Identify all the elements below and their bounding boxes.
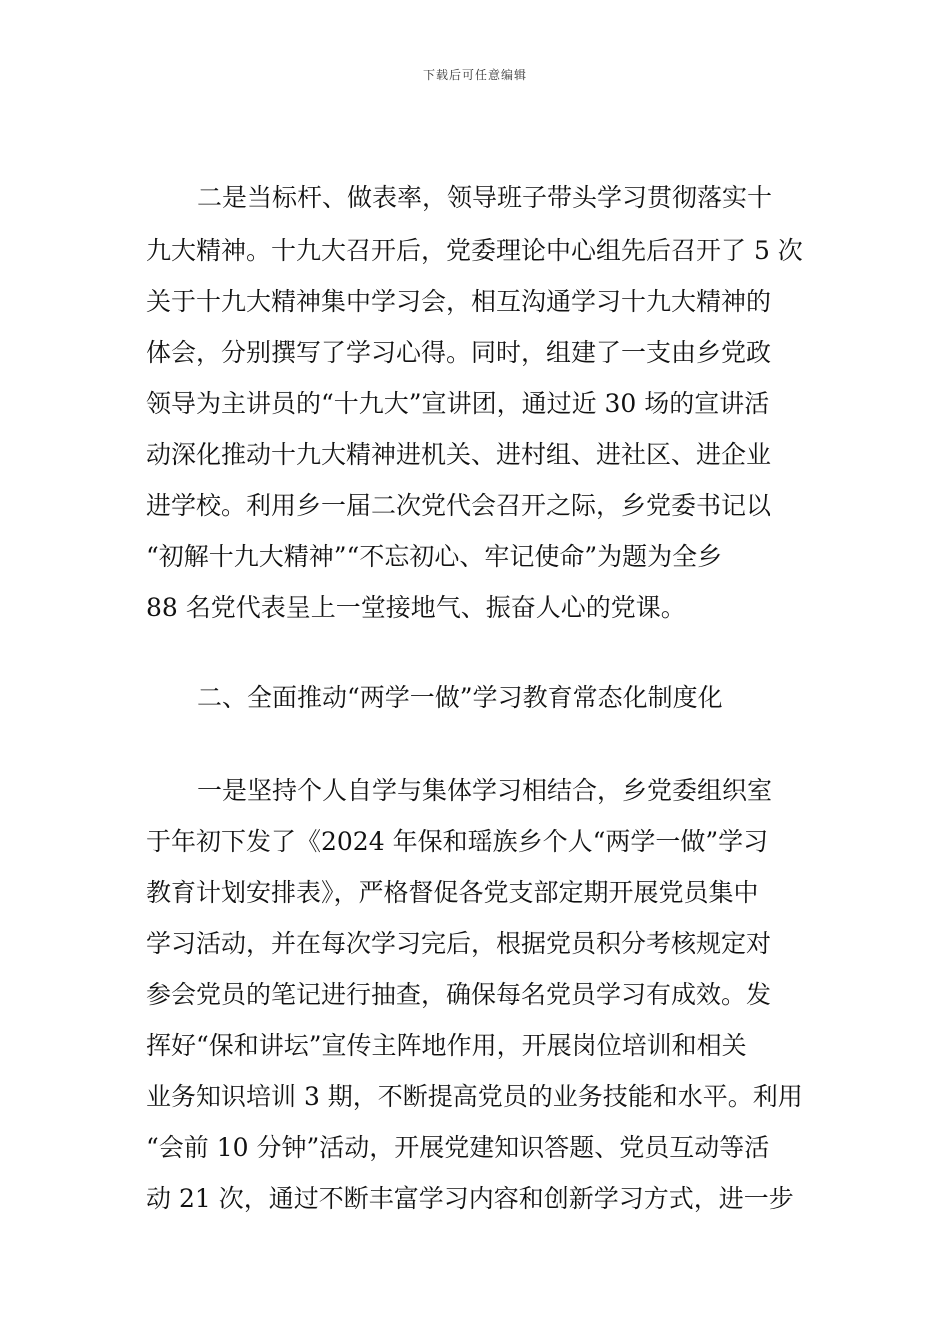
paragraph-1-line: 体会，分别撰写了学习心得。同时，组建了一支由乡党政	[146, 338, 772, 367]
paragraph-2-line: 参会党员的笔记进行抽查，确保每名党员学习有成效。发	[146, 980, 772, 1009]
paragraph-2-line: 挥好“保和讲坛”宣传主阵地作用，开展岗位培训和相关	[146, 1031, 747, 1060]
section-heading: 二、全面推动“两学一做”学习教育常态化制度化	[197, 683, 723, 712]
paragraph-1-line: 二是当标杆、做表率，领导班子带头学习贯彻落实十	[197, 183, 773, 212]
paragraph-1-line: 进学校。利用乡一届二次党代会召开之际，乡党委书记以	[146, 491, 772, 520]
paragraph-1-line: 88 名党代表呈上一堂接地气、振奋人心的党课。	[146, 593, 686, 622]
paragraph-2-line: 一是坚持个人自学与集体学习相结合，乡党委组织室	[197, 776, 773, 805]
page-header: 下载后可任意编辑	[422, 68, 527, 82]
paragraph-1-line: 动深化推动十九大精神进机关、进村组、进社区、进企业	[146, 440, 772, 469]
paragraph-1-line: 九大精神。十九大召开后，党委理论中心组先后召开了 5 次	[146, 236, 803, 265]
paragraph-2-line: 于年初下发了《2024 年保和瑶族乡个人“两学一做”学习	[146, 827, 769, 856]
paragraph-2-line: 业务知识培训 3 期，不断提高党员的业务技能和水平。利用	[146, 1082, 803, 1111]
paragraph-2-line: “会前 10 分钟”活动，开展党建知识答题、党员互动等活	[146, 1133, 770, 1162]
paragraph-1-line: 领导为主讲员的“十九大”宣讲团，通过近 30 场的宣讲活	[146, 389, 770, 418]
paragraph-1-line: 关于十九大精神集中学习会，相互沟通学习十九大精神的	[146, 287, 772, 316]
paragraph-2-line: 学习活动，并在每次学习完后，根据党员积分考核规定对	[146, 929, 772, 958]
paragraph-1-line: “初解十九大精神”“不忘初心、牢记使命”为题为全乡	[146, 542, 723, 571]
paragraph-2-line: 动 21 次，通过不断丰富学习内容和创新学习方式，进一步	[146, 1184, 794, 1213]
paragraph-2-line: 教育计划安排表》，严格督促各党支部定期开展党员集中	[146, 878, 759, 907]
